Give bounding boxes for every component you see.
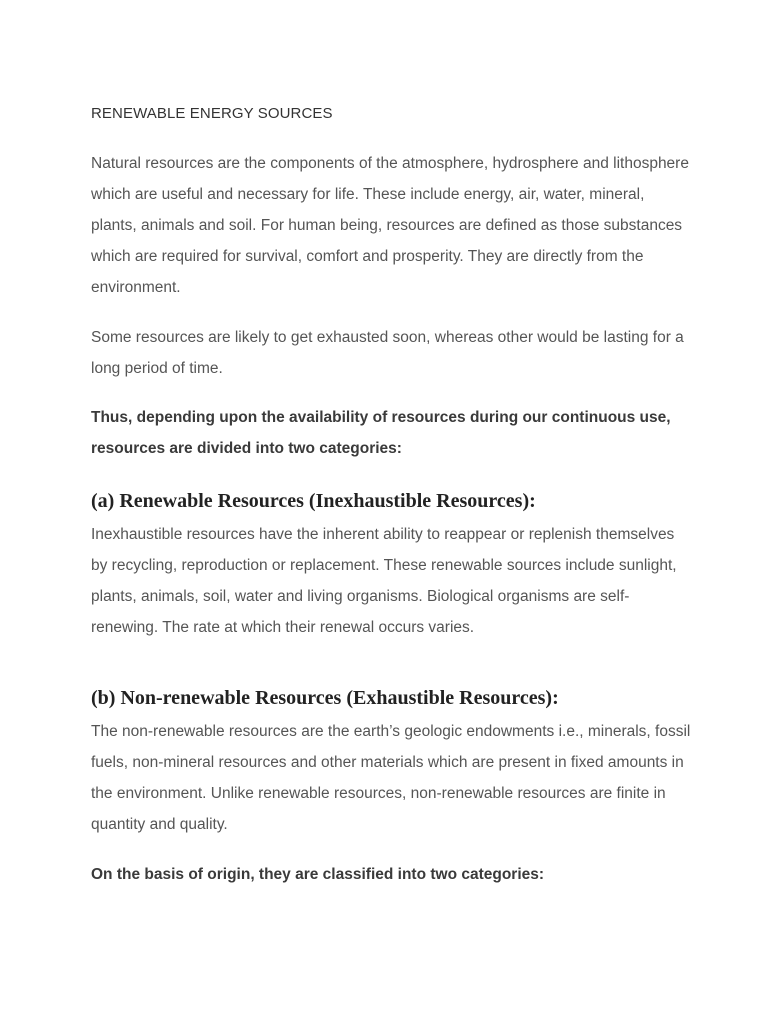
categories-intro: Thus, depending upon the availability of resources during our continuous use, resources are divided into two categories: <box>91 409 671 457</box>
section-b-body: The non-renewable resources are the earth’s geologic endowments i.e., minerals, fossil fuels, non-mineral resources and other materials which are present in fixed amounts in the environment. Unlike renewable resources, non-renewable resources are finite in quantity and quality. <box>91 723 691 833</box>
section-b-heading: (b) Non-renewable Resources (Exhaustible Resources): <box>91 687 559 709</box>
section-a-heading: (a) Renewable Resources (Inexhaustible Resources): <box>91 490 536 512</box>
origin-intro: On the basis of origin, they are classified into two categories: <box>91 866 545 883</box>
intro-paragraph: Natural resources are the components of the atmosphere, hydrosphere and lithosphere which are useful and necessary for life. These include energy, air, water, mineral, plants, animals and soil. For human being, resources are defined as those substances which are required for survival, comfort and prosperity. They are directly from the environment. <box>91 155 689 296</box>
document-title: RENEWABLE ENERGY SOURCES <box>91 105 333 122</box>
section-a-body: Inexhaustible resources have the inherent ability to reappear or replenish themselves by recycling, reproduction or replacement. These renewable sources include sunlight, plants, animals, soil, water and living organisms. Biological organisms are self-renewing. The rate at which their renewal occurs varies. <box>91 526 677 636</box>
exhaust-paragraph: Some resources are likely to get exhausted soon, whereas other would be lasting for a long period of time. <box>91 329 684 377</box>
